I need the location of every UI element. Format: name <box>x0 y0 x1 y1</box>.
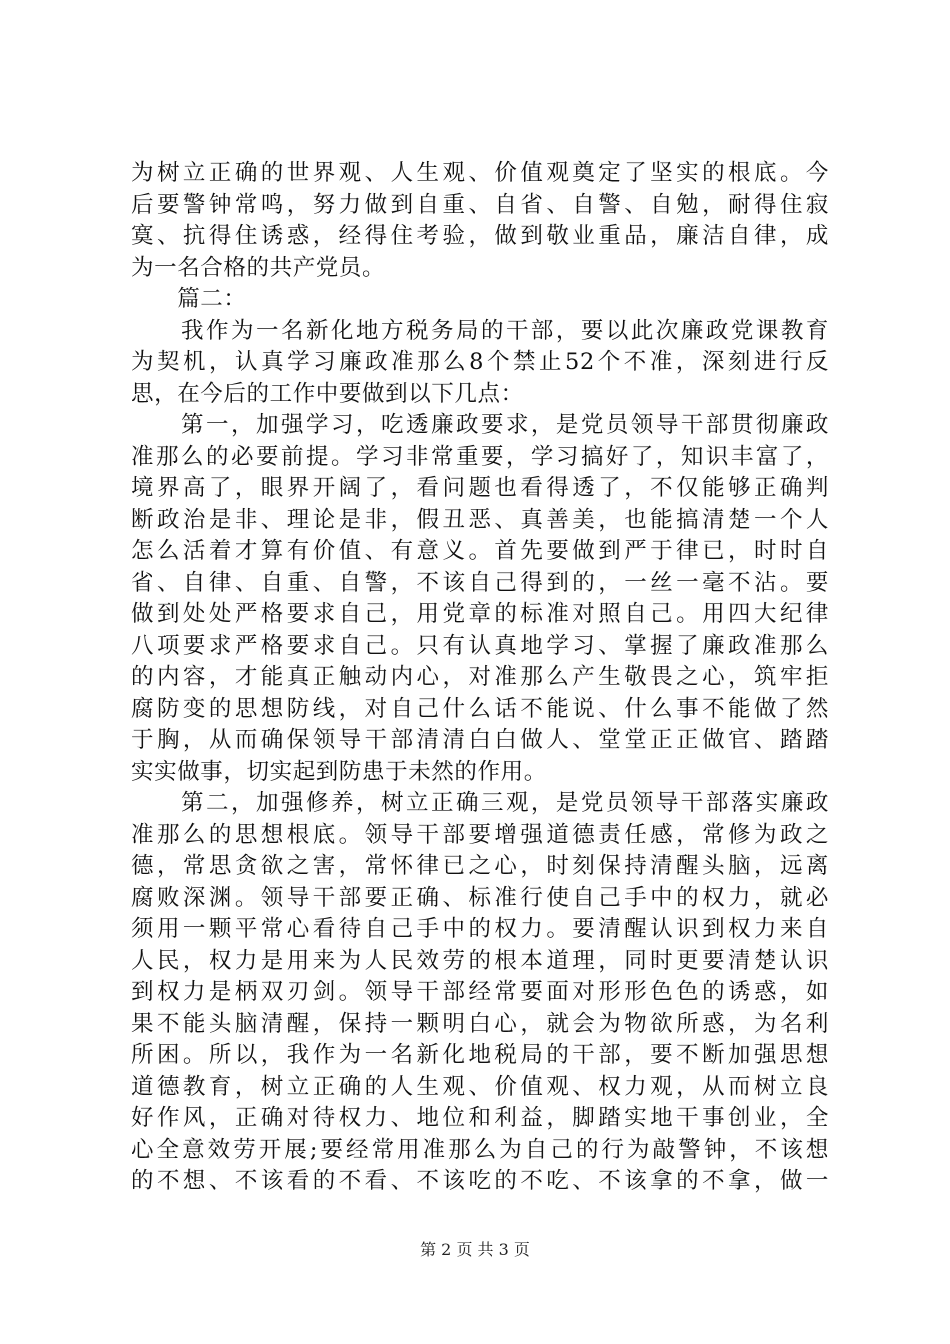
text-line: 德，常思贪欲之害，常怀律已之心，时刻保持清醒头脑，远离 <box>131 853 829 879</box>
text-line: 须用一颗平常心看待自己手中的权力。要清醒认识到权力来自 <box>131 916 829 942</box>
text-line: 腐防变的思想防线，对自己什么话不能说、什么事不能做了然 <box>131 695 829 722</box>
text-line: 境界高了，眼界开阔了，看问题也看得透了，不仅能够正确判 <box>131 475 829 501</box>
text-line: 第一，加强学习，吃透廉政要求，是党员领导干部贯彻廉政 <box>131 412 829 438</box>
text-line: 的不想、不该看的不看、不该吃的不吃、不该拿的不拿，做一 <box>131 1168 829 1194</box>
text-line: 道德教育，树立正确的人生观、价值观、权力观，从而树立良 <box>131 1073 829 1100</box>
document-body <box>131 158 829 1198</box>
text-line: 篇二： <box>131 286 247 312</box>
text-line: 省、自律、自重、自警，不该自己得到的，一丝一毫不沾。要 <box>131 569 829 596</box>
text-line: 准那么的必要前提。学习非常重要，学习搞好了，知识丰富了， <box>131 443 829 470</box>
text-line: 后要警钟常鸣，努力做到自重、自省、自警、自勉，耐得住寂 <box>131 191 829 218</box>
text-line: 到权力是柄双刃剑。领导干部经常要面对形形色色的诱惑，如 <box>131 979 829 1005</box>
text-line: 八项要求严格要求自己。只有认真地学习、掌握了廉政准那么 <box>131 632 829 659</box>
text-line: 思，在今后的工作中要做到以下几点： <box>131 380 524 407</box>
text-line: 准那么的思想根底。领导干部要增强道德责任感，常修为政之 <box>131 821 829 848</box>
text-line: 所困。所以，我作为一名新化地税局的干部，要不断加强思想 <box>131 1042 829 1068</box>
text-line: 为契机，认真学习廉政准那么8个禁止52个不准，深刻进行反 <box>131 349 829 375</box>
text-line: 断政治是非、理论是非，假丑恶、真善美，也能搞清楚一个人 <box>131 506 829 533</box>
text-line: 第二，加强修养，树立正确三观，是党员领导干部落实廉政 <box>131 790 829 816</box>
text-line: 心全意效劳开展;要经常用准那么为自己的行为敲警钟，不该想 <box>131 1136 829 1163</box>
text-line: 做到处处严格要求自己，用党章的标准对照自己。用四大纪律 <box>131 601 829 627</box>
text-line: 好作风，正确对待权力、地位和利益，脚踏实地干事创业，全 <box>131 1105 829 1131</box>
text-line: 寞、抗得住诱惑，经得住考验，做到敬业重品，廉洁自律，成 <box>131 223 829 249</box>
text-line: 人民，权力是用来为人民效劳的根本道理，同时更要清楚认识 <box>131 947 829 974</box>
text-line: 我作为一名新化地方税务局的干部，要以此次廉政党课教育 <box>131 317 829 344</box>
text-line: 的内容，才能真正触动内心，对准那么产生敬畏之心，筑牢拒 <box>131 664 829 690</box>
text-line: 怎么活着才算有价值、有意义。首先要做到严于律已，时时自 <box>131 538 829 564</box>
page-number: 第 2 页 共 3 页 <box>420 1240 530 1259</box>
text-line: 实实做事，切实起到防患于未然的作用。 <box>131 758 547 785</box>
text-line: 果不能头脑清醒，保持一颗明白心，就会为物欲所惑，为名利 <box>131 1010 829 1037</box>
text-line: 为一名合格的共产党员。 <box>131 254 386 281</box>
page-footer <box>0 1240 950 1260</box>
text-line: 于胸，从而确保领导干部清清白白做人、堂堂正正做官、踏踏 <box>131 727 829 753</box>
text-line: 为树立正确的世界观、人生观、价值观奠定了坚实的根底。今 <box>131 160 829 186</box>
text-line: 腐败深渊。领导干部要正确、标准行使自己手中的权力，就必 <box>131 884 829 911</box>
